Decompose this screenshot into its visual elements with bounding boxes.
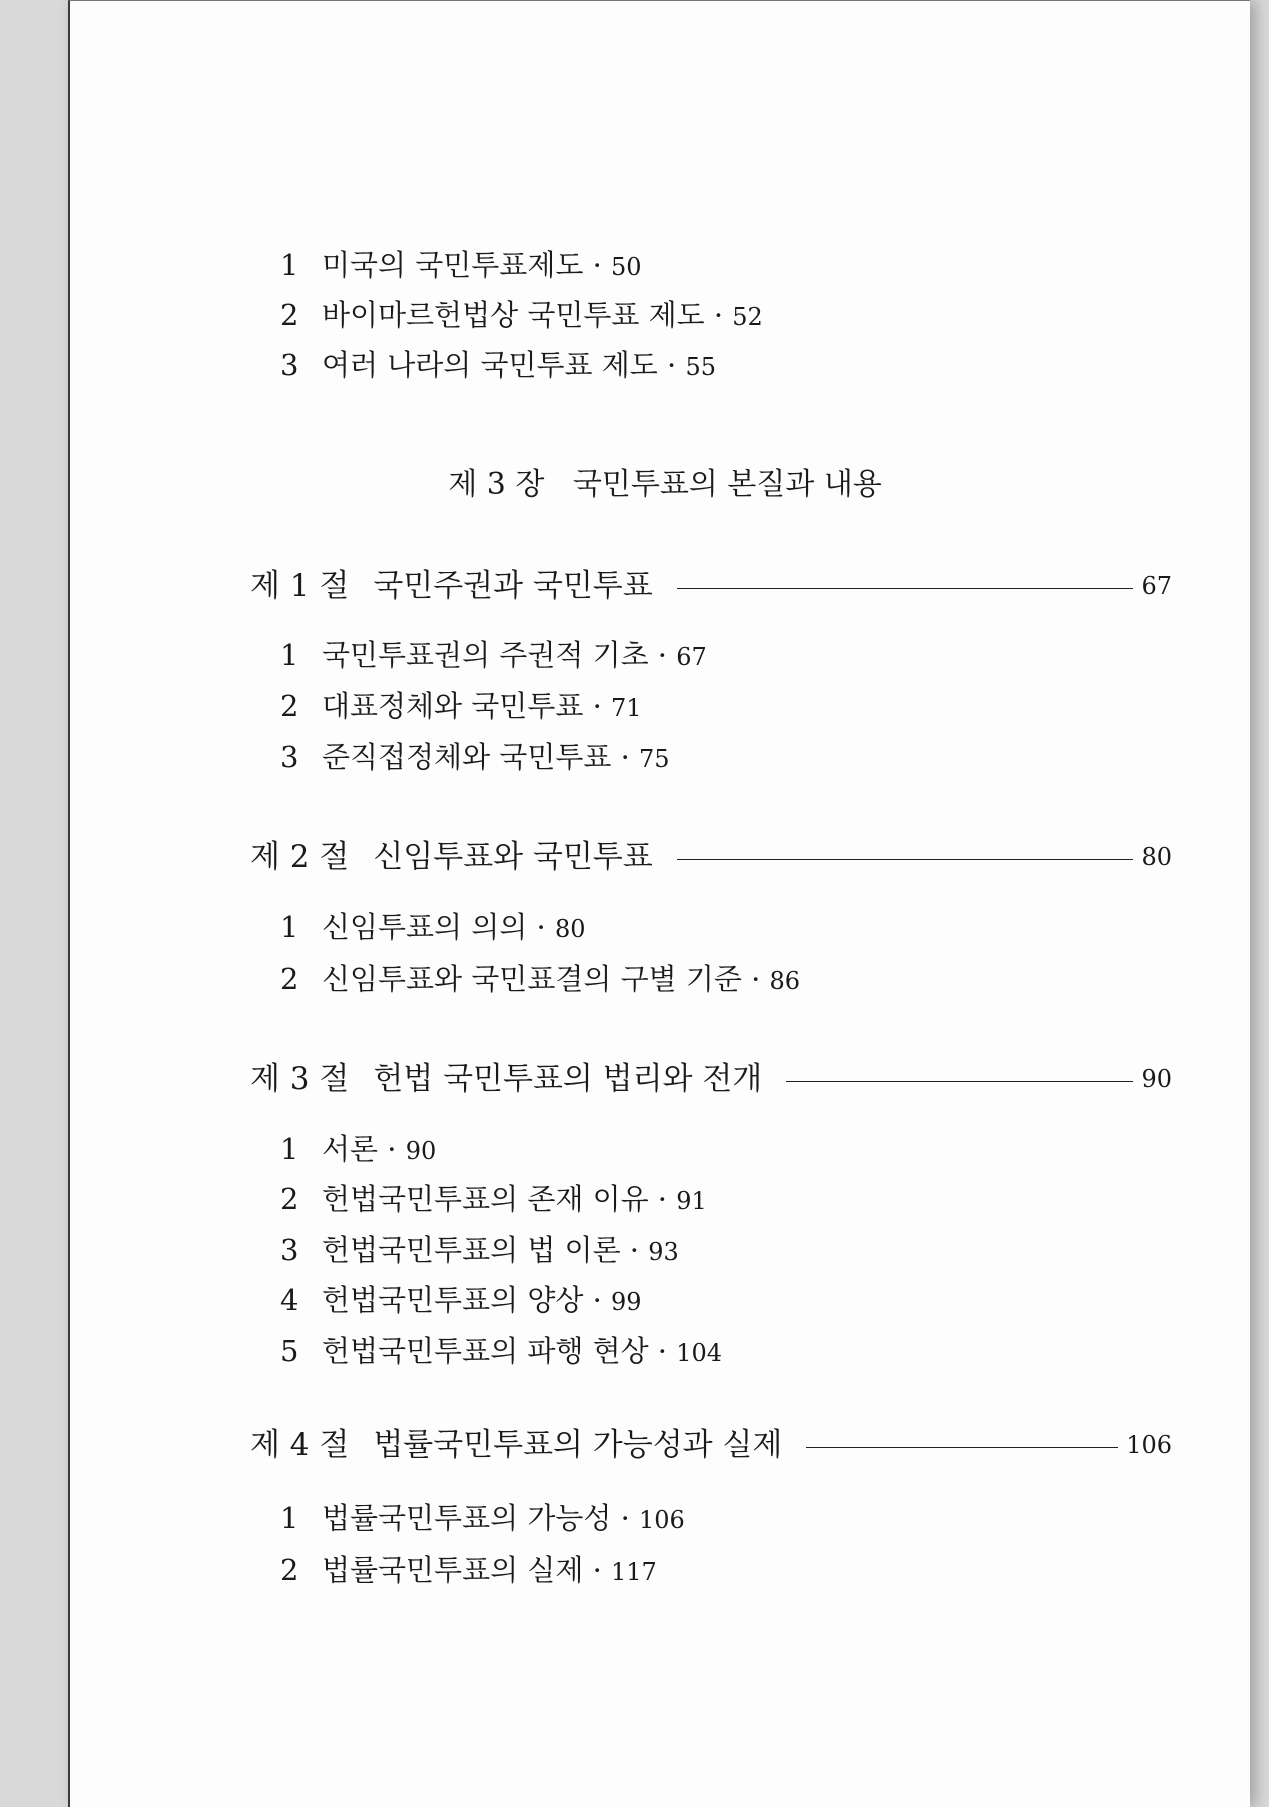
toc-item <box>280 247 642 285</box>
item-number: 4 <box>280 1283 299 1317</box>
toc-content <box>70 1 1250 1807</box>
item-separator: · <box>648 1334 677 1368</box>
item-separator: · <box>583 248 612 282</box>
item-page: 75 <box>639 745 670 773</box>
item-title: 헌법국민투표의 존재 이유 <box>322 1182 649 1216</box>
item-number: 2 <box>280 1182 299 1216</box>
item-page: 71 <box>611 694 642 722</box>
chapter-label: 제 3 장 <box>448 467 545 502</box>
section-heading <box>250 837 1172 877</box>
item-number: 2 <box>280 1553 299 1587</box>
item-separator: · <box>378 1132 406 1166</box>
item-title: 법률국민투표의 가능성 <box>322 1501 612 1535</box>
item-title: 신임투표와 국민표결의 구별 기준 <box>322 962 742 996</box>
leader-line <box>806 1447 1118 1448</box>
item-separator: · <box>620 1233 649 1267</box>
toc-item <box>280 1181 707 1219</box>
item-title: 여러 나라의 국민투표 제도 <box>322 348 658 382</box>
item-separator: · <box>583 689 612 723</box>
item-number: 1 <box>280 1132 299 1166</box>
toc-item <box>280 739 670 777</box>
item-title: 국민투표권의 주권적 기초 <box>322 638 649 672</box>
section-page: 67 <box>1141 572 1172 600</box>
leader-line <box>677 859 1134 860</box>
leader-line <box>677 588 1134 589</box>
item-page: 52 <box>732 303 763 331</box>
section-heading <box>250 1059 1172 1099</box>
item-page: 90 <box>405 1137 437 1165</box>
section-page: 106 <box>1126 1431 1172 1459</box>
section-heading <box>250 1425 1172 1465</box>
item-separator: · <box>583 1283 612 1317</box>
item-number: 1 <box>280 1501 299 1535</box>
item-number: 3 <box>280 348 299 382</box>
item-number: 2 <box>280 962 299 996</box>
section-label: 제 3 절 <box>250 1061 350 1097</box>
item-separator: · <box>648 1182 677 1216</box>
section-label: 제 4 절 <box>250 1427 350 1463</box>
item-page: 55 <box>685 353 717 381</box>
item-title: 준직접정체와 국민투표 <box>322 740 612 774</box>
item-page: 99 <box>611 1288 642 1316</box>
toc-item <box>280 297 763 335</box>
item-page: 117 <box>611 1558 657 1586</box>
section-label: 제 1 절 <box>250 568 350 604</box>
toc-item <box>280 961 800 999</box>
item-title: 미국의 국민투표제도 <box>322 248 584 282</box>
section-heading <box>250 566 1172 606</box>
section-title: 신임투표와 국민투표 <box>373 839 653 875</box>
item-separator: · <box>527 910 555 944</box>
item-title: 서론 <box>322 1132 379 1166</box>
toc-item <box>280 347 716 385</box>
item-title: 헌법국민투표의 파행 현상 <box>322 1334 649 1368</box>
item-title: 바이마르헌법상 국민투표 제도 <box>322 298 705 332</box>
toc-item <box>280 909 586 947</box>
item-number: 1 <box>280 248 299 282</box>
section-title: 헌법 국민투표의 법리와 전개 <box>373 1061 763 1097</box>
toc-item <box>280 688 642 726</box>
item-title: 헌법국민투표의 양상 <box>322 1283 584 1317</box>
item-number: 1 <box>280 910 299 944</box>
toc-item <box>280 637 707 675</box>
toc-item <box>280 1131 436 1169</box>
item-page: 93 <box>648 1238 679 1266</box>
item-page: 91 <box>676 1187 707 1215</box>
item-number: 1 <box>280 638 299 672</box>
chapter-heading <box>70 465 1260 505</box>
item-separator: · <box>657 348 686 382</box>
item-page: 106 <box>639 1506 685 1534</box>
item-title: 헌법국민투표의 법 이론 <box>322 1233 621 1267</box>
item-title: 대표정체와 국민투표 <box>322 689 584 723</box>
item-separator: · <box>741 962 770 996</box>
toc-item <box>280 1500 685 1538</box>
item-separator: · <box>704 298 733 332</box>
section-title: 국민주권과 국민투표 <box>373 568 653 604</box>
item-separator: · <box>648 638 677 672</box>
toc-item <box>280 1333 722 1371</box>
toc-item <box>280 1282 642 1320</box>
section-page: 90 <box>1141 1065 1172 1093</box>
leader-line <box>786 1081 1133 1082</box>
item-separator: · <box>611 1501 640 1535</box>
item-page: 50 <box>611 253 642 281</box>
item-separator: · <box>583 1553 612 1587</box>
item-title: 법률국민투표의 실제 <box>322 1553 584 1587</box>
book-page <box>68 0 1250 1807</box>
item-number: 3 <box>280 740 299 774</box>
item-number: 2 <box>280 689 299 723</box>
item-number: 2 <box>280 298 299 332</box>
item-page: 67 <box>676 643 707 671</box>
item-title: 신임투표의 의의 <box>322 910 528 944</box>
item-page: 80 <box>554 915 586 943</box>
chapter-title: 국민투표의 본질과 내용 <box>572 467 882 502</box>
item-separator: · <box>611 740 640 774</box>
toc-item <box>280 1552 657 1590</box>
section-label: 제 2 절 <box>250 839 350 875</box>
item-number: 3 <box>280 1233 299 1267</box>
item-page: 86 <box>769 967 801 995</box>
toc-item <box>280 1232 679 1270</box>
section-page: 80 <box>1141 843 1172 871</box>
item-page: 104 <box>676 1339 723 1367</box>
item-number: 5 <box>280 1334 299 1368</box>
section-title: 법률국민투표의 가능성과 실제 <box>373 1427 783 1463</box>
